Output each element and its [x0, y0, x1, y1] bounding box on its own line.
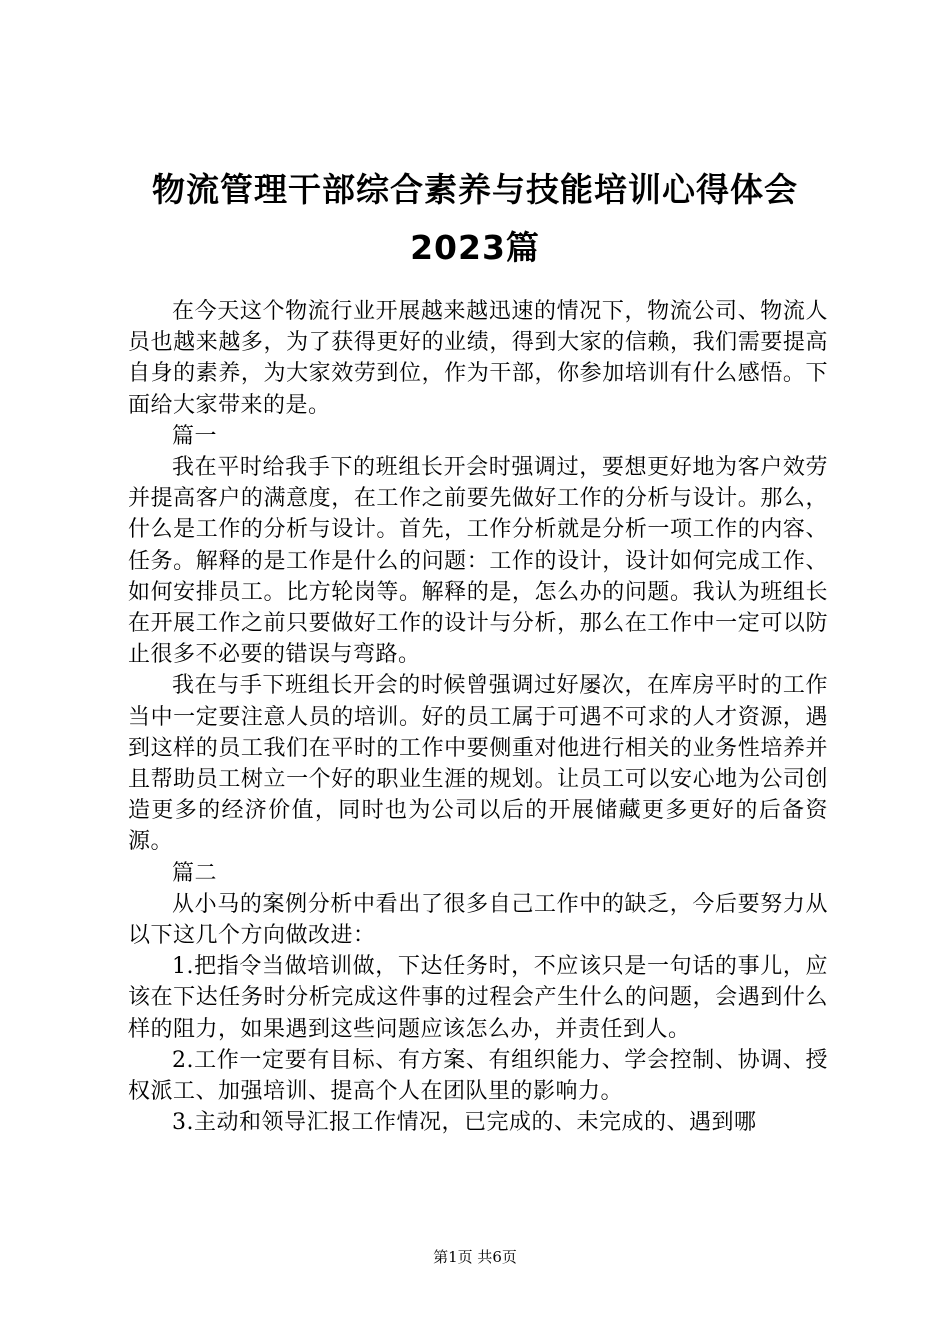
list-item: 3.主动和领导汇报工作情况，已完成的、未完成的、遇到哪	[172, 1110, 757, 1136]
body-paragraph: 我在平时给我手下的班组长开会时强调过，要想更好地为客户效劳并提高客户的满意度，在工作之前要先做好工作的分析与设计。那么，什么是工作的分析与设计。首先，工作分析就是分析一项工作的内容、任务。解释的是工作是什么的问题：工作的设计，设计如何完成工作、如何安排员工。比方轮岗等。解释的是，怎么办的问题。我认为班组长在开展工作之前只要做好工作的设计与分析，那么在工作中一定可以防止很多不必要的错误与弯路。	[128, 455, 828, 668]
section-heading-1: 篇一	[172, 423, 218, 449]
list-item: 1.把指令当做培训做，下达任务时，不应该只是一句话的事儿，应该在下达任务时分析完成这件事的过程会产生什么的问题，会遇到什么样的阻力，如果遇到这些问题应该怎么办，并责任到人。	[128, 954, 828, 1042]
document-title: 物流管理干部综合素养与技能培训心得体会	[152, 170, 798, 209]
body-paragraph: 我在与手下班组长开会的时候曾强调过好屡次，在库房平时的工作当中一定要注意人员的培训。好的员工属于可遇不可求的人才资源，遇到这样的员工我们在平时的工作中要侧重对他进行相关的业务性培养并且帮助员工树立一个好的职业生涯的规划。让员工可以安心地为公司创造更多的经济价值，同时也为公司以后的开展储藏更多更好的后备资源。	[128, 673, 828, 855]
section-heading-2: 篇二	[172, 860, 218, 886]
document-body	[128, 296, 828, 1138]
page-footer: 第1页 共6页	[433, 1248, 517, 1266]
document-title-year: 2023篇	[410, 228, 540, 267]
list-item: 2.工作一定要有目标、有方案、有组织能力、学会控制、协调、授权派工、加强培训、提高个人在团队里的影响力。	[128, 1047, 828, 1105]
intro-paragraph: 在今天这个物流行业开展越来越迅速的情况下，物流公司、物流人员也越来越多，为了获得更好的业绩，得到大家的信赖，我们需要提高自身的素养，为大家效劳到位，作为干部，你参加培训有什么感悟。下面给大家带来的是。	[128, 299, 828, 418]
body-paragraph: 从小马的案例分析中看出了很多自己工作中的缺乏，今后要努力从以下这几个方向做改进：	[128, 891, 828, 949]
